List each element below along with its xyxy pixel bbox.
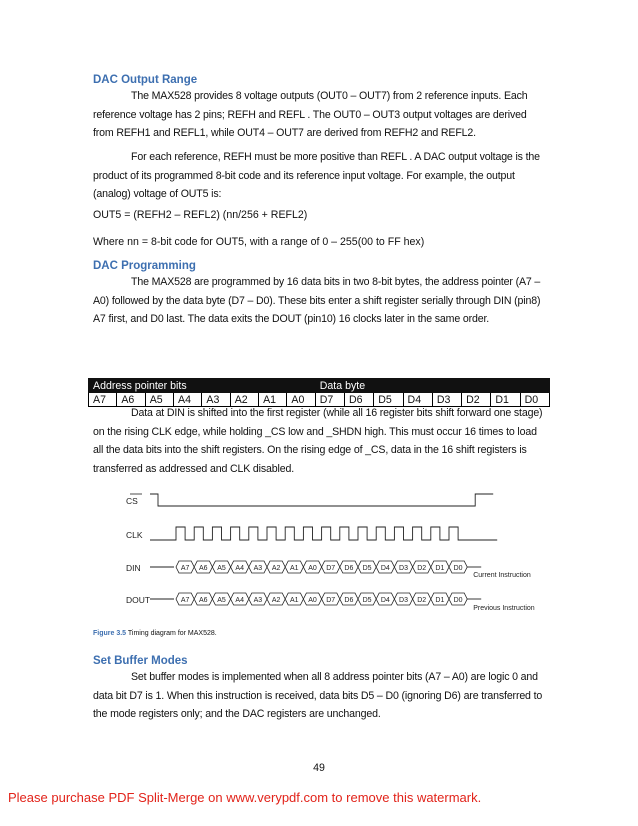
din-bit-label: A4 [235, 565, 244, 572]
din-bit-label: A6 [199, 565, 208, 572]
dout-bit-label: D7 [326, 597, 336, 604]
address-header: Address pointer bits [89, 379, 316, 393]
output-range-paragraph-2: For each reference, REFH must be more positive than REFL . A DAC output voltage is the product of its programmed 8-bit code and its reference input voltage. For example, the output (analog) voltage of OUT5 is: [93, 151, 540, 200]
bit-cell: A6 [117, 393, 145, 407]
heading-programming: DAC Programming [93, 260, 196, 272]
programming-paragraph: The MAX528 are programmed by 16 data bits in two 8-bit bytes, the address pointer (A7 – A0) followed by the data byte (D7 – D0). These bits enter a shift register serially through DIN (pin8) A7 first, and D0 last. The data exits the DOUT (pin10) 16 clocks later in the same order. [93, 276, 541, 325]
dout-bit-label: A0 [308, 597, 317, 604]
dout-bit-label: D3 [399, 597, 408, 604]
din-bit-label: A5 [217, 565, 226, 572]
data-header: Data byte [315, 379, 549, 393]
din-bit-label: A7 [180, 565, 190, 572]
heading-buffer-modes: Set Buffer Modes [93, 655, 188, 667]
din-bit-label: D1 [435, 565, 445, 572]
din-bit-label: D6 [344, 565, 354, 572]
bit-table [88, 378, 550, 407]
bit-cell: D7 [315, 393, 344, 407]
din-bit-label: A1 [290, 565, 299, 572]
output-formula: OUT5 = (REFH2 – REFL2) (nn/256 + REFL2) [93, 209, 308, 221]
signal-label-dout: DOUT [126, 595, 151, 605]
timing-diagram [88, 484, 558, 624]
bit-cell: A5 [145, 393, 173, 407]
cs-waveform [150, 494, 493, 506]
bit-cell: D5 [374, 393, 403, 407]
dout-bit-label: D4 [380, 597, 390, 604]
signal-label-clk: CLK [126, 530, 143, 540]
bit-cell: D2 [462, 393, 491, 407]
bit-cell: A7 [89, 393, 117, 407]
dout-note: Previous Instruction [473, 605, 535, 612]
bit-cell: A2 [230, 393, 258, 407]
dout-bit-label: D6 [344, 597, 354, 604]
bit-cell: D0 [520, 393, 549, 407]
bit-cell: D4 [403, 393, 432, 407]
dout-bit-label: A5 [217, 597, 226, 604]
figure-caption-text: Timing diagram for MAX528. [126, 630, 217, 637]
din-bit-label: D5 [362, 565, 372, 572]
heading-output-range: DAC Output Range [93, 74, 198, 86]
din-bit-label: D3 [399, 565, 408, 572]
watermark: Please purchase PDF Split-Merge on www.verypdf.com to remove this watermark. [8, 790, 482, 805]
dout-bit-label: A2 [271, 597, 281, 604]
bit-cell: A3 [202, 393, 230, 407]
din-note: Current Instruction [473, 572, 531, 579]
dout-bit-label: D5 [362, 597, 372, 604]
din-bit-label: D4 [380, 565, 390, 572]
bit-cell: D1 [491, 393, 520, 407]
dout-bit-label: A3 [253, 597, 263, 604]
din-bit-label: D2 [417, 565, 427, 572]
figure-label: Figure 3.5 [93, 630, 127, 637]
din-bit-label: A0 [308, 565, 317, 572]
bit-cell: D6 [345, 393, 374, 407]
dout-bit-label: D0 [453, 597, 463, 604]
dout-bit-label: A4 [235, 597, 244, 604]
figure-caption [93, 630, 217, 637]
clk-waveform [150, 527, 497, 540]
signal-label-din: DIN [126, 563, 141, 573]
bit-cell: A0 [287, 393, 315, 407]
signal-label-cs: CS [126, 496, 138, 506]
dout-bit-label: D2 [417, 597, 427, 604]
bit-cell: D3 [432, 393, 461, 407]
dout-bit-label: D1 [435, 597, 445, 604]
dout-bit-label: A6 [199, 597, 208, 604]
dout-bit-label: A7 [180, 597, 190, 604]
bit-cell: A4 [174, 393, 202, 407]
din-bit-label: A2 [271, 565, 281, 572]
din-bit-label: D7 [326, 565, 336, 572]
output-where: Where nn = 8-bit code for OUT5, with a range of 0 – 255(00 to FF hex) [93, 236, 425, 248]
din-bit-label: A3 [253, 565, 263, 572]
output-range-paragraph-1: The MAX528 provides 8 voltage outputs (OUT0 – OUT7) from 2 reference inputs. Each reference voltage has 2 pins; REFH and REFL . The OUT0 – OUT3 output voltages are derived from REFH1 and REFL1, while OUT4 – OUT7 are derived from REFH2 and REFL2. [93, 90, 528, 139]
din-bit-label: D0 [453, 565, 463, 572]
bit-cell: A1 [259, 393, 287, 407]
shift-paragraph: Data at DIN is shifted into the first register (while all 16 register bits shift forward one stage) on the rising CLK edge, while holding _CS low and _SHDN high. This must occur 16 times to load all the data bits into the shift registers. On the rising edge of _CS, data in the 16 shift registers is transferred as addressed and CLK disabled. [93, 407, 543, 475]
buffer-paragraph: Set buffer modes is implemented when all 8 address pointer bits (A7 – A0) are logic 0 and data bit D7 is 1. When this instruction is received, data bits D5 – D0 (ignoring D6) are transferred to the mode registers only; and the DAC registers are unchanged. [93, 671, 543, 720]
page-number: 49 [313, 762, 325, 774]
dout-bit-label: A1 [290, 597, 299, 604]
